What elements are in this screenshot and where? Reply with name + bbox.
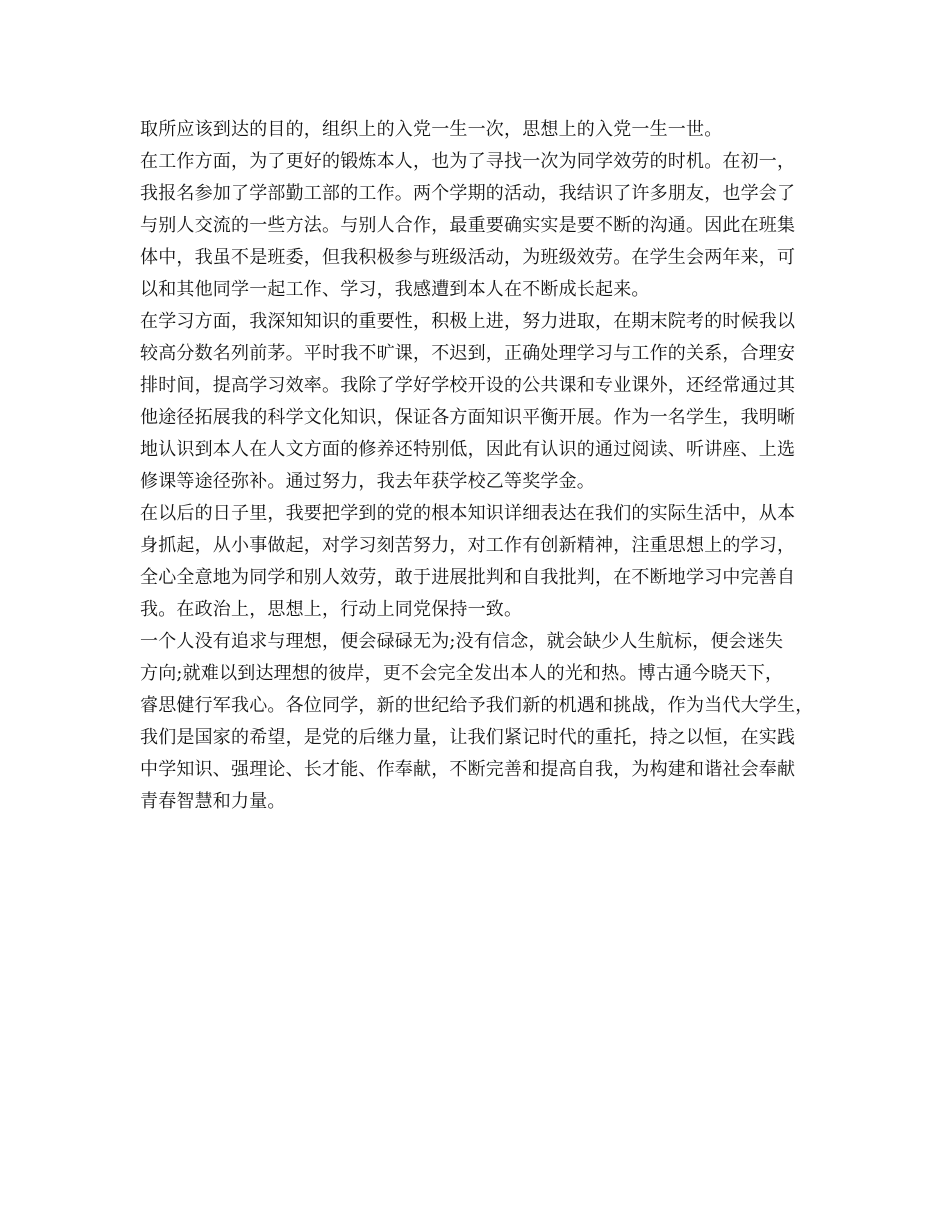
text-line: 体中，我虽不是班委，但我积极参与班级活动，为班级效劳。在学生会两年来，可 — [140, 247, 796, 268]
text-line: 在以后的日子里，我要把学到的党的根本知识详细表达在我们的实际生活中，从本 — [140, 503, 796, 524]
text-line: 与别人交流的一些方法。与别人合作，最重要确实实是要不断的沟通。因此在班集 — [140, 215, 796, 236]
text-line: 排时间，提高学习效率。我除了学好学校开设的公共课和专业课外，还经常通过其 — [140, 375, 796, 396]
text-line: 他途径拓展我的科学文化知识，保证各方面知识平衡开展。作为一名学生，我明晰 — [140, 407, 796, 428]
text-line: 在工作方面，为了更好的锻炼本人，也为了寻找一次为同学效劳的时机。在初一， — [140, 151, 796, 172]
text-line: 地认识到本人在人文方面的修养还特别低，因此有认识的通过阅读、听讲座、上选 — [140, 439, 796, 460]
text-line: 方向;就难以到达理想的彼岸，更不会完全发出本人的光和热。博古通今晓天下， — [140, 663, 784, 684]
document-body — [140, 114, 830, 818]
text-line: 全心全意地为同学和别人效劳，敢于进展批判和自我批判，在不断地学习中完善自 — [140, 567, 796, 588]
text-line: 身抓起，从小事做起，对学习刻苦努力，对工作有创新精神，注重思想上的学习， — [140, 535, 796, 556]
text-line: 我报名参加了学部勤工部的工作。两个学期的活动，我结识了许多朋友，也学会了 — [140, 183, 796, 204]
text-line: 青春智慧和力量。 — [140, 791, 286, 812]
text-line: 我。在政治上，思想上，行动上同党保持一致。 — [140, 599, 523, 620]
text-line: 在学习方面，我深知知识的重要性，积极上进，努力进取，在期末院考的时候我以 — [140, 311, 796, 332]
text-line: 以和其他同学一起工作、学习，我感遭到本人在不断成长起来。 — [140, 279, 650, 300]
text-line: 取所应该到达的目的，组织上的入党一生一次，思想上的入党一生一世。 — [140, 119, 723, 140]
text-line: 我们是国家的希望，是党的后继力量，让我们紧记时代的重托，持之以恒，在实践 — [140, 727, 796, 748]
text-line: 睿思健行军我心。各位同学，新的世纪给予我们新的机遇和挑战，作为当代大学生， — [140, 695, 814, 716]
text-line: 修课等途径弥补。通过努力，我去年获学校乙等奖学金。 — [140, 471, 595, 492]
text-line: 一个人没有追求与理想，便会碌碌无为;没有信念，就会缺少人生航标，便会迷失 — [140, 631, 784, 652]
text-line: 较高分数名列前茅。平时我不旷课，不迟到，正确处理学习与工作的关系，合理安 — [140, 343, 796, 364]
text-line: 中学知识、强理论、长才能、作奉献，不断完善和提高自我，为构建和谐社会奉献 — [140, 759, 796, 780]
